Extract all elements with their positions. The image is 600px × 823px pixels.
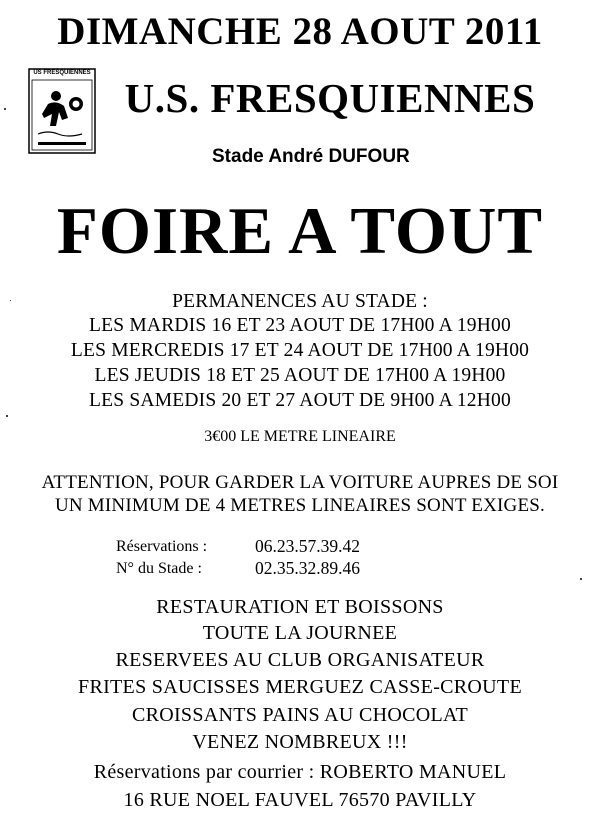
permanence-line: LES SAMEDIS 20 ET 27 AOUT DE 9H00 A 12H00 [89,390,511,411]
restauration-line: RESERVEES AU CLUB ORGANISATEUR [115,649,485,671]
stadium-phone: 02.35.32.89.46 [255,558,360,578]
scan-speck [4,108,6,110]
logo-text: US FRESQUIENNES [33,70,91,76]
event-title: FOIRE A TOUT [56,194,544,268]
permanence-line: LES MERCREDIS 17 ET 24 AOUT DE 17H00 A 19H00 [70,340,530,361]
scan-speck [6,415,8,417]
stadium-name: Stade André DUFOUR [212,146,410,167]
attention-line: UN MINIMUM DE 4 METRES LINEAIRES SONT EXIGES. [55,495,545,516]
mail-address-line: 16 RUE NOEL FAUVEL 76570 PAVILLY [123,789,477,811]
call-to-action: VENEZ NOMBREUX !!! [192,731,408,753]
restauration-line: RESTAURATION ET BOISSONS [156,596,444,618]
reservation-phone: 06.23.57.39.42 [255,536,360,556]
restauration-line: CROISSANTS PAINS AU CHOCOLAT [131,704,469,726]
club-name: U.S. FRESQUIENNES [124,75,536,121]
restauration-line: TOUTE LA JOURNEE [202,622,398,644]
reservation-label: Réservations : [116,538,208,555]
scan-speck [580,578,582,580]
restauration-line: FRITES SAUCISSES MERGUEZ CASSE-CROUTE [78,676,522,698]
stadium-phone-label: N° du Stade : [116,560,202,577]
event-date: DIMANCHE 28 AOUT 2011 [57,10,543,53]
attention-line: ATTENTION, POUR GARDER LA VOITURE AUPRES DE SOI [41,472,559,493]
permanence-line: LES JEUDIS 18 ET 25 AOUT DE 17H00 A 19H00 [94,365,506,386]
price-per-meter: 3€00 LE METRE LINEAIRE [204,428,396,445]
permanence-line: LES MARDIS 16 ET 23 AOUT DE 17H00 A 19H00 [89,315,511,336]
permanences-heading: PERMANENCES AU STADE : [172,291,428,312]
scan-speck [10,300,11,301]
mail-reservation-line: Réservations par courrier : ROBERTO MANUEL [93,761,507,783]
